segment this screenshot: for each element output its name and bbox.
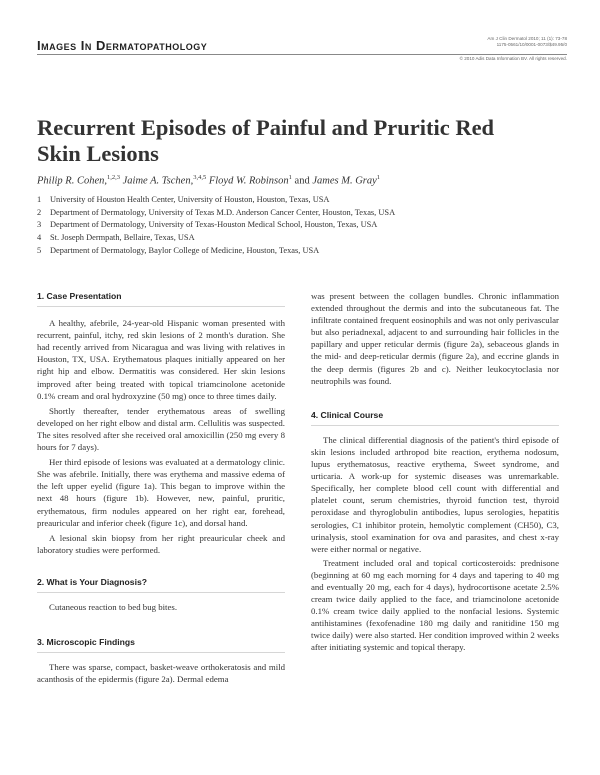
author-affiliation-marker: 1 (376, 174, 381, 181)
paragraph: Treatment included oral and topical corticosteroids: prednisone (beginning at 60 mg each morning for 4 days and tapering to 40 mg and eventually 20 mg, each for 4 days), hydrocortisone acetate 2.5% cream twice daily applied to the face, and triamcinolone acetonide 0.1% cream twice daily applied to the nonfacial lesions. Systemic antihistamines (fexofenadine 180 mg daily and ranitidine 150 mg twice daily) were also started. Her condition improved within 2 weeks after initiating systemic and topical therapy. (311, 557, 559, 653)
left-column (37, 290, 285, 685)
section-heading: 2. What is Your Diagnosis? (37, 576, 147, 587)
affiliation-item: 2 Department of Dermatology, University of Texas M.D. Anderson Cancer Center, Houston, Texas, USA (37, 207, 396, 217)
author-name: Jaime A. Tschen, (120, 175, 194, 187)
affiliation-item: 3 Department of Dermatology, University of Texas-Houston Medical School, Houston, Texas, USA (37, 220, 378, 230)
affiliation-item: 1 University of Houston Health Center, University of Houston, Houston, Texas, USA (37, 195, 330, 204)
author-list (37, 174, 567, 187)
author-conjunction: and (291, 175, 310, 187)
paragraph: Cutaneous reaction to bed bug bites. (49, 601, 178, 612)
author-name: Philip R. Cohen, (37, 175, 107, 187)
section-heading: 1. Case Presentation (37, 291, 122, 301)
section-heading: 4. Clinical Course (311, 409, 384, 420)
author-affiliation-marker: 3,4,5 (193, 174, 207, 181)
section-case-presentation (37, 290, 285, 556)
section-heading: 3. Microscopic Findings (37, 637, 135, 648)
journal-section-label: Images In Dermatopathology (37, 38, 208, 53)
affiliation-item: 5 Department of Dermatology, Baylor College of Medicine, Houston, Texas, USA (37, 245, 320, 255)
author-affiliation-marker: 1,2,3 (107, 174, 120, 181)
paragraph: A healthy, afebrile, 24-year-old Hispanic woman presented with recurrent, painful, itchy, red skin lesions of 2 month's duration. She had recently arrived from Nicaragua and was living with relatives in Houston, TX, USA. Erythematous plaques initially appeared on her right hip and elbow. Dermatitis was considered. Her skin lesions improved after being treated with topical triamcinolone acetonide 0.1% cream and oral hydroxyzine (50 mg) once to three times daily. (37, 318, 285, 401)
affiliation-list (37, 194, 567, 258)
section-clinical-course (311, 409, 559, 654)
affiliation-item: 4 St. Joseph Dermpath, Bellaire, Texas, USA (37, 233, 195, 243)
paragraph: A lesional skin biopsy from her right preauricular cheek and laboratory studies were performed. (37, 532, 285, 555)
copyright-notice: © 2010 Adis Data Information BV. All rights reserved. (459, 56, 567, 61)
section-diagnosis (37, 576, 285, 613)
paragraph: Shortly thereafter, tender erythematous areas of swelling developed on her right elbow and distal arm. Cellulitis was suspected. The sites resolved after she received oral amoxicillin (250 mg every 8 hours for 7 days). (37, 405, 285, 453)
right-column (311, 290, 559, 654)
citation-info (397, 36, 567, 48)
paragraph: The clinical differential diagnosis of the patient's third episode of skin lesions included arthropod bite reaction, erythema nodosum, lupus erythematosus, reactive erythema, Sweet syndrome, and urticaria. A work-up for systemic diseases was unremarkable. Specifically, her complete blood cell count with differential and platelet count, serum chemistries, thyroid function test, thyroid peroxidase and thyroglobulin antibodies, lupus serologies, hepatitis serologies, C1 inhibitor protein, hemolytic complement (CH50), C3, urinalysis, stool examination for ova and parasites, and chest x-ray were either normal or negative. (311, 434, 559, 554)
author-name: James M. Gray (309, 175, 377, 187)
section-microscopic-findings (37, 636, 285, 685)
citation-line: 1175-0561/10/0001-0073/$49.95/0 (496, 42, 567, 48)
header-divider (37, 54, 567, 55)
paragraph: was present between the collagen bundles. Chronic inflammation extended throughout the dermis and into the subcutaneous fat. The infiltrate contained frequent eosinophils and was not only perivascular but also periadnexal, adjacent to and surrounding hair follicles in the papillary and upper reticular dermis (figure 2a), sebaceous glands in the mid- and deep-reticular dermis (figure 2a), and eccrine glands in the deep dermis (figures 2b and c). Neither leukocytoclasia nor neutrophils was found. (311, 291, 559, 386)
author-affiliation-marker: 1 (288, 174, 292, 181)
paragraph: There was sparse, compact, basket-weave orthokeratosis and mild acanthosis of the epidermis (figure 2a). Dermal edema (37, 662, 285, 685)
citation-line: Am J Clin Dermatol 2010; 11 (1): 73-78 (487, 36, 567, 41)
article-title: Recurrent Episodes of Painful and Pruritic Red Skin Lesions (37, 115, 495, 166)
paragraph: Her third episode of lesions was evaluated at a dermatology clinic. She was afebrile. Initially, there was erythema and massive edema of the left upper eyelid (figure 1a). This began to improve within the next 48 hours (figure 1b). However, new, painful, pruritic, erythematous, firm nodules appeared on her right ear, forehead, preauricular and inferior cheek (figure 1c), and dorsal hand. (37, 457, 285, 528)
author-name: Floyd W. Robinson (206, 175, 289, 187)
